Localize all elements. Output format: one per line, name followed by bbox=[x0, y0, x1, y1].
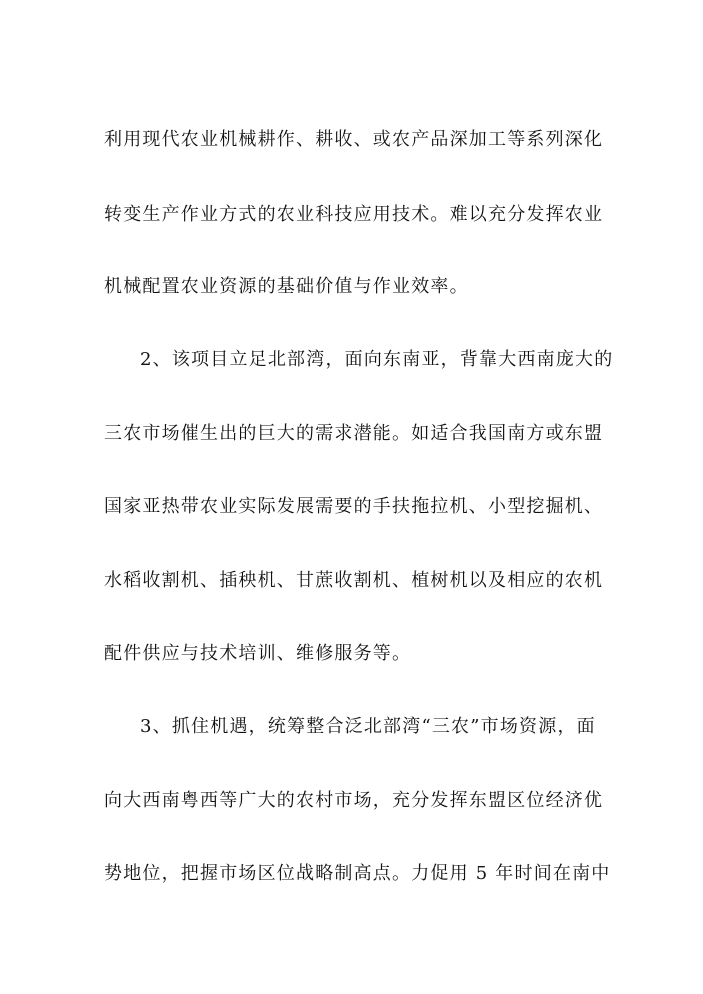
text-line-11: 势地位，把握市场区位战略制高点。力促用 5 年时间在南中 bbox=[104, 863, 611, 884]
text-line-10: 向大西南粤西等广大的农村市场，充分发挥东盟区位经济优 bbox=[104, 790, 604, 811]
text-line-2: 转变生产作业方式的农业科技应用技术。难以充分发挥农业 bbox=[104, 204, 604, 225]
text-line-5: 三农市场催生出的巨大的需求潜能。如适合我国南方或东盟 bbox=[104, 423, 604, 444]
text-line-8: 配件供应与技术培训、维修服务等。 bbox=[104, 643, 412, 664]
text-line-6: 国家亚热带农业实际发展需要的手扶拖拉机、小型挖掘机、 bbox=[104, 496, 604, 517]
text-line-7: 水稻收割机、插秧机、甘蔗收割机、植树机以及相应的农机 bbox=[104, 570, 604, 591]
paragraph-2-first-line: 2、该项目立足北部湾，面向东南亚，背靠大西南庞大的 bbox=[140, 349, 614, 370]
text-line-1: 利用现代农业机械耕作、耕收、或农产品深加工等系列深化 bbox=[104, 129, 604, 150]
text-line-3: 机械配置农业资源的基础价值与作业效率。 bbox=[104, 276, 469, 297]
paragraph-3-first-line: 3、抓住机遇，统筹整合泛北部湾“三农”市场资源，面 bbox=[140, 716, 596, 737]
